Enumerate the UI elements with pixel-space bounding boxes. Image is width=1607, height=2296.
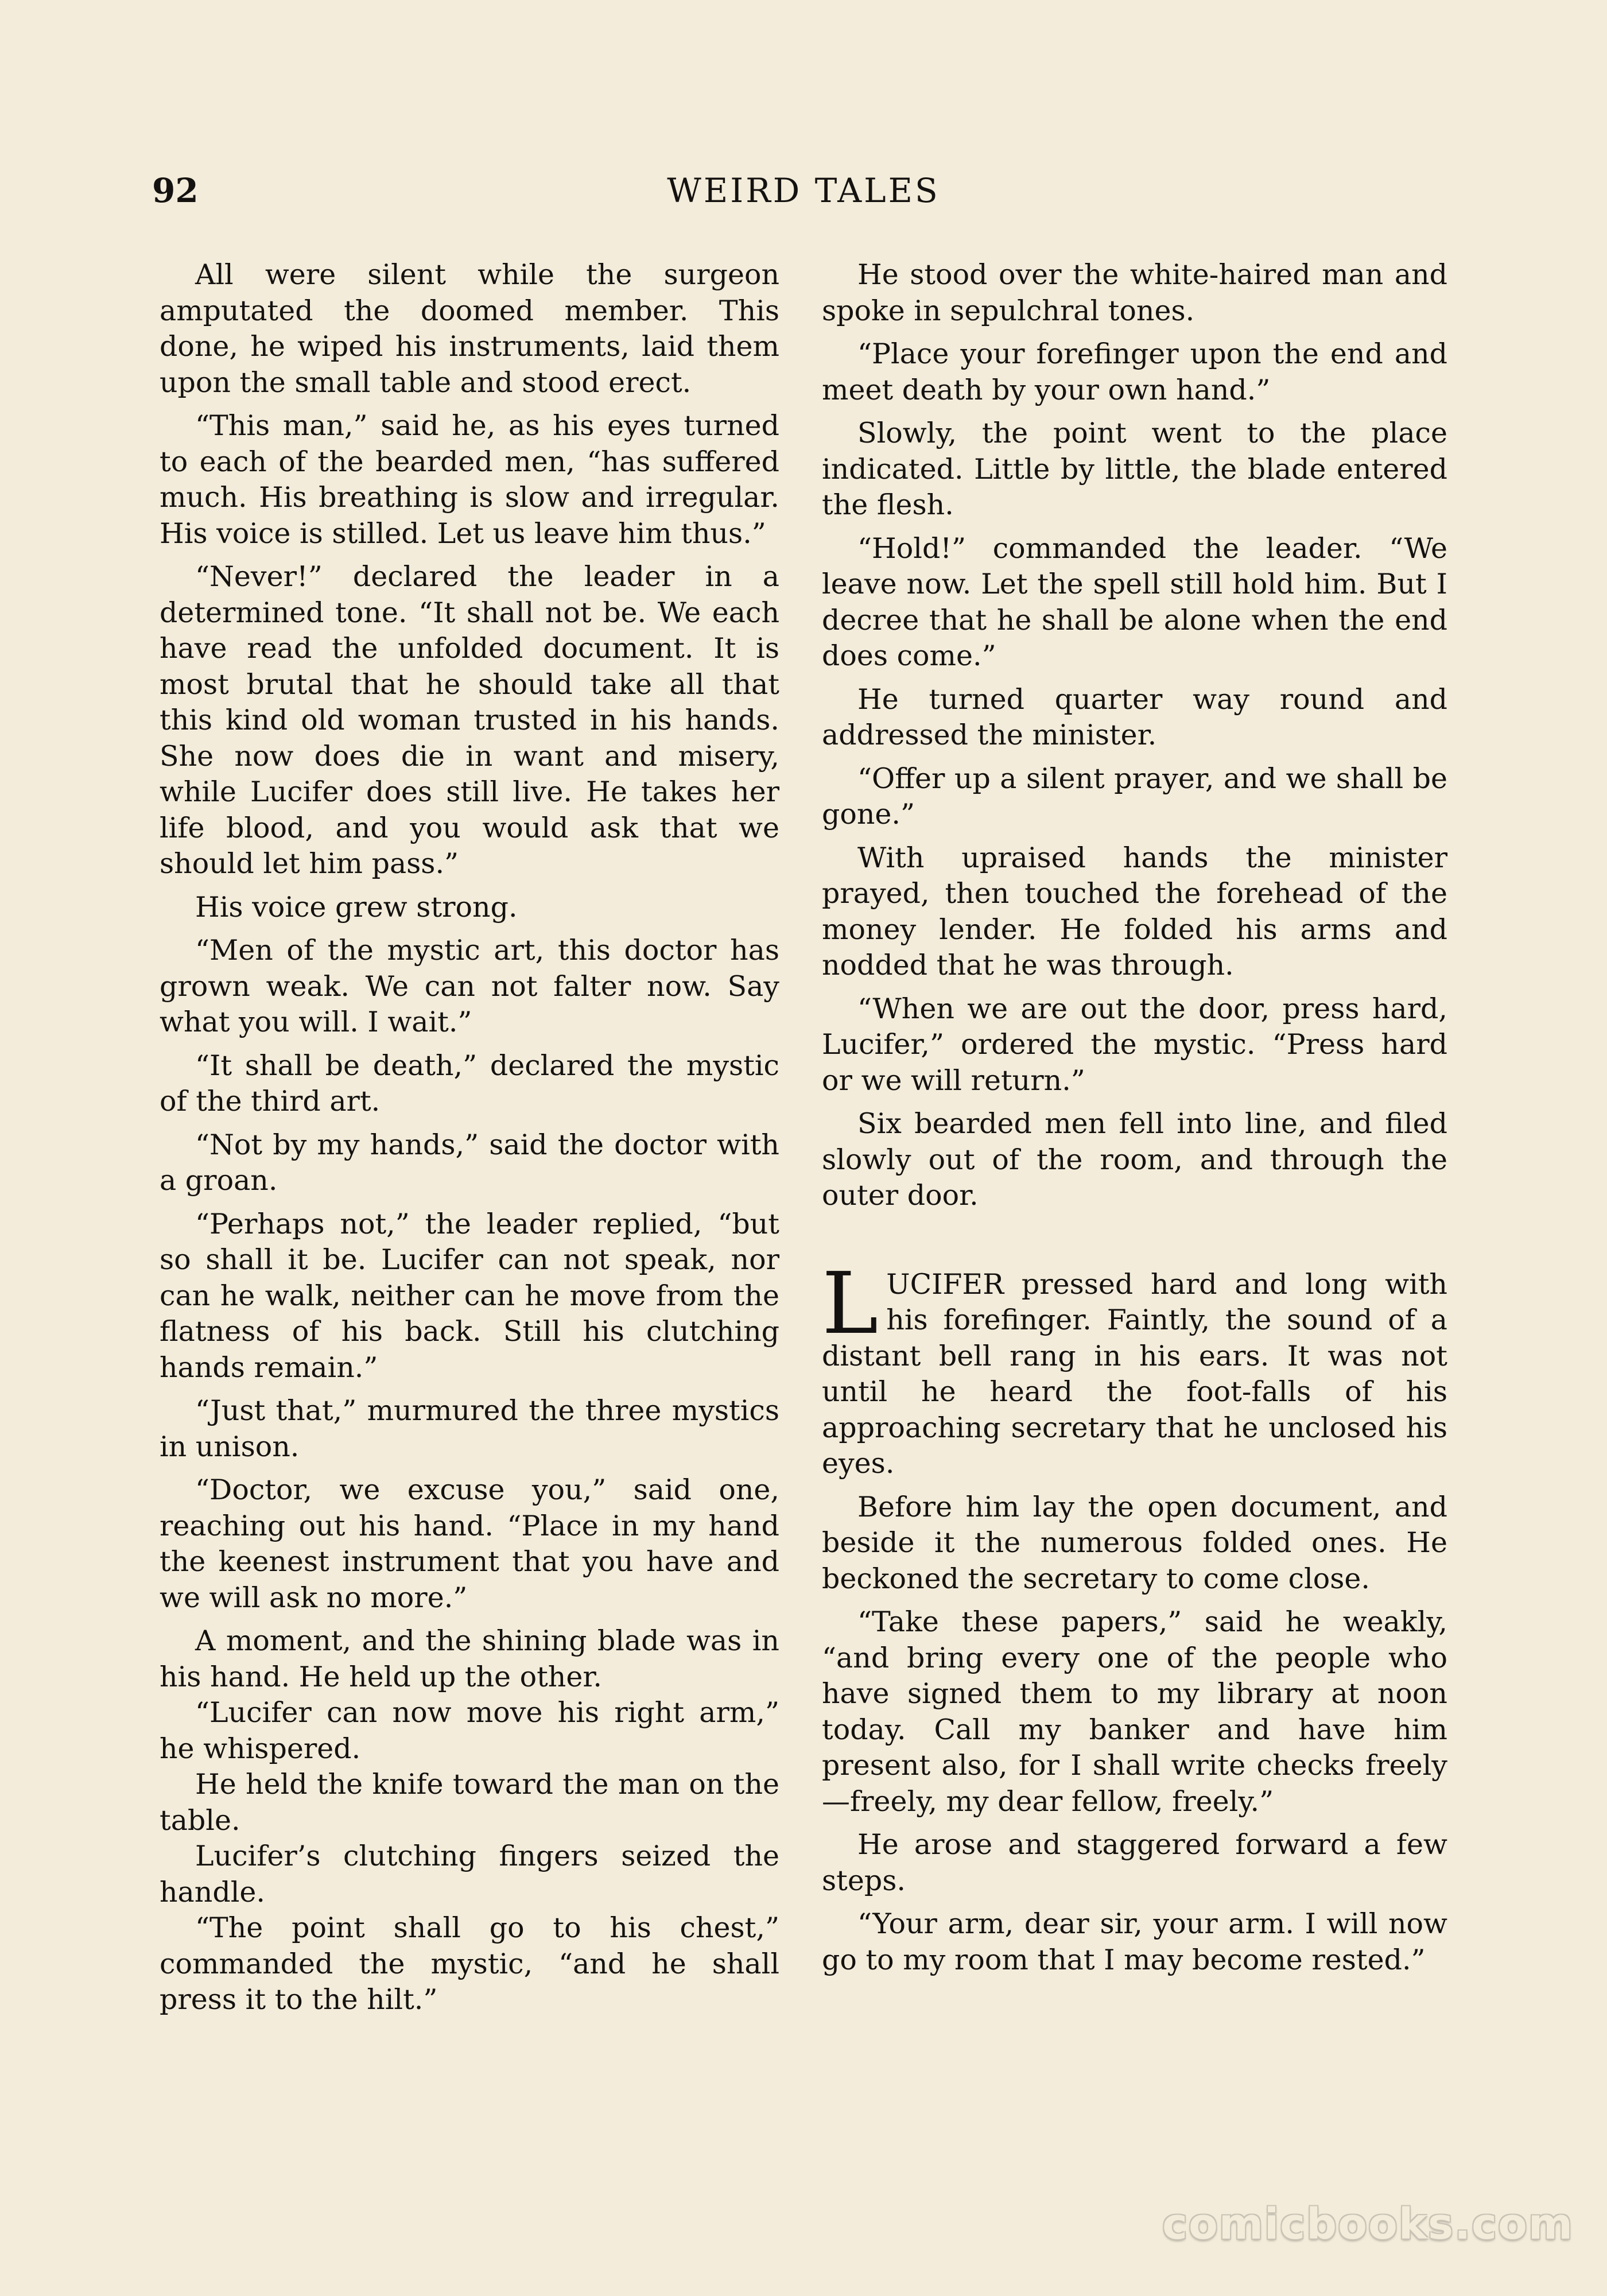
paragraph: Slowly, the point went to the place indicated. Little by little, the blade entered the flesh. bbox=[822, 417, 1447, 521]
drop-cap: L bbox=[822, 1254, 879, 1353]
watermark-logo: comicbooks.com bbox=[1162, 2200, 1574, 2249]
paragraph: “Place your forefinger upon the end and meet death by your own hand.” bbox=[822, 338, 1447, 406]
paragraph: “Men of the mystic art, this doctor has grown weak. We can not falter now. Say what you will. I wait.” bbox=[160, 934, 779, 1038]
paragraph: Before him lay the open document, and beside it the numerous folded ones. He beckoned the secretary to come close. bbox=[822, 1490, 1447, 1595]
section-opening-text: UCIFER pressed hard and long with his forefinger. Faintly, the sound of a distant bell rang in his ears. It was not until he heard the foot-falls of his approaching secretary that he unclosed his eyes. bbox=[822, 1267, 1447, 1480]
paragraph: “Doctor, we excuse you,” said one, reaching out his hand. “Place in my hand the keenest instrument that you have and we will ask no more.” bbox=[160, 1473, 779, 1614]
paragraph: “Just that,” murmured the three mystics in unison. bbox=[160, 1394, 779, 1463]
paragraph: “Lucifer can now move his right arm,” he whispered. bbox=[160, 1696, 779, 1765]
paragraph: He stood over the white-haired man and spoke in sepulchral tones. bbox=[822, 258, 1447, 327]
paragraph: Six bearded men fell into line, and filed slowly out of the room, and through the outer door. bbox=[822, 1107, 1447, 1212]
paragraph: “The point shall go to his chest,” commanded the mystic, “and he shall press it to the hilt.” bbox=[160, 1911, 779, 2016]
paragraph: He arose and staggered forward a few steps. bbox=[822, 1828, 1447, 1897]
paragraph: “It shall be death,” declared the mystic of the third art. bbox=[160, 1049, 779, 1118]
paragraph: “Never!” declared the leader in a determined tone. “It shall not be. We each have read the unfolded document. It is most brutal that he should take all that this kind old woman trusted in his hands. She now does die in want and misery, while Lucifer does still live. He takes her life blood, and you would ask that we should let him pass.” bbox=[160, 560, 779, 880]
page-number: 92 bbox=[152, 171, 199, 210]
paragraph: “Take these papers,” said he weakly, “and bring every one of the people who have signed them to my library at noon today. Call my banker and have him present also, for I shall write checks freely—freely, my dear fellow, freely.” bbox=[822, 1605, 1447, 1818]
paragraph: All were silent while the surgeon amputated the doomed member. This done, he wiped his instruments, laid them upon the small table and stood erect. bbox=[160, 258, 779, 399]
paragraph: “Your arm, dear sir, your arm. I will now go to my room that I may become rested.” bbox=[822, 1907, 1447, 1976]
left-column bbox=[160, 257, 779, 2018]
right-column bbox=[822, 257, 1447, 1985]
paragraph: “Offer up a silent prayer, and we shall be gone.” bbox=[822, 762, 1447, 831]
paragraph: Lucifer’s clutching fingers seized the handle. bbox=[160, 1840, 779, 1909]
paragraph: With upraised hands the minister prayed, then touched the forehead of the money lender. He folded his arms and nodded that he was through. bbox=[822, 841, 1447, 982]
paragraph: “Perhaps not,” the leader replied, “but so shall it be. Lucifer can not speak, nor can he walk, neither can he move from the flatness of his back. Still his clutching hands remain.” bbox=[160, 1207, 779, 1384]
paragraph: “Hold!” commanded the leader. “We leave now. Let the spell still hold him. But I decree that he shall be alone when the end does come.” bbox=[822, 532, 1447, 672]
paragraph: A moment, and the shining blade was in his hand. He held up the other. bbox=[160, 1624, 779, 1693]
section-opening-paragraph bbox=[822, 1254, 1447, 1482]
paragraph: “This man,” said he, as his eyes turned to each of the bearded men, “has suffered much. His breathing is slow and irregular. His voice is stilled. Let us leave him thus.” bbox=[160, 409, 779, 550]
paragraph: He turned quarter way round and addressed the minister. bbox=[822, 682, 1447, 751]
paragraph: His voice grew strong. bbox=[195, 890, 518, 924]
paragraph: “Not by my hands,” said the doctor with a groan. bbox=[160, 1128, 779, 1197]
running-head: WEIRD TALES bbox=[667, 171, 940, 210]
paragraph: “When we are out the door, press hard, Lucifer,” ordered the mystic. “Press hard or we will return.” bbox=[822, 992, 1447, 1097]
paragraph: He held the knife toward the man on the table. bbox=[160, 1768, 779, 1837]
